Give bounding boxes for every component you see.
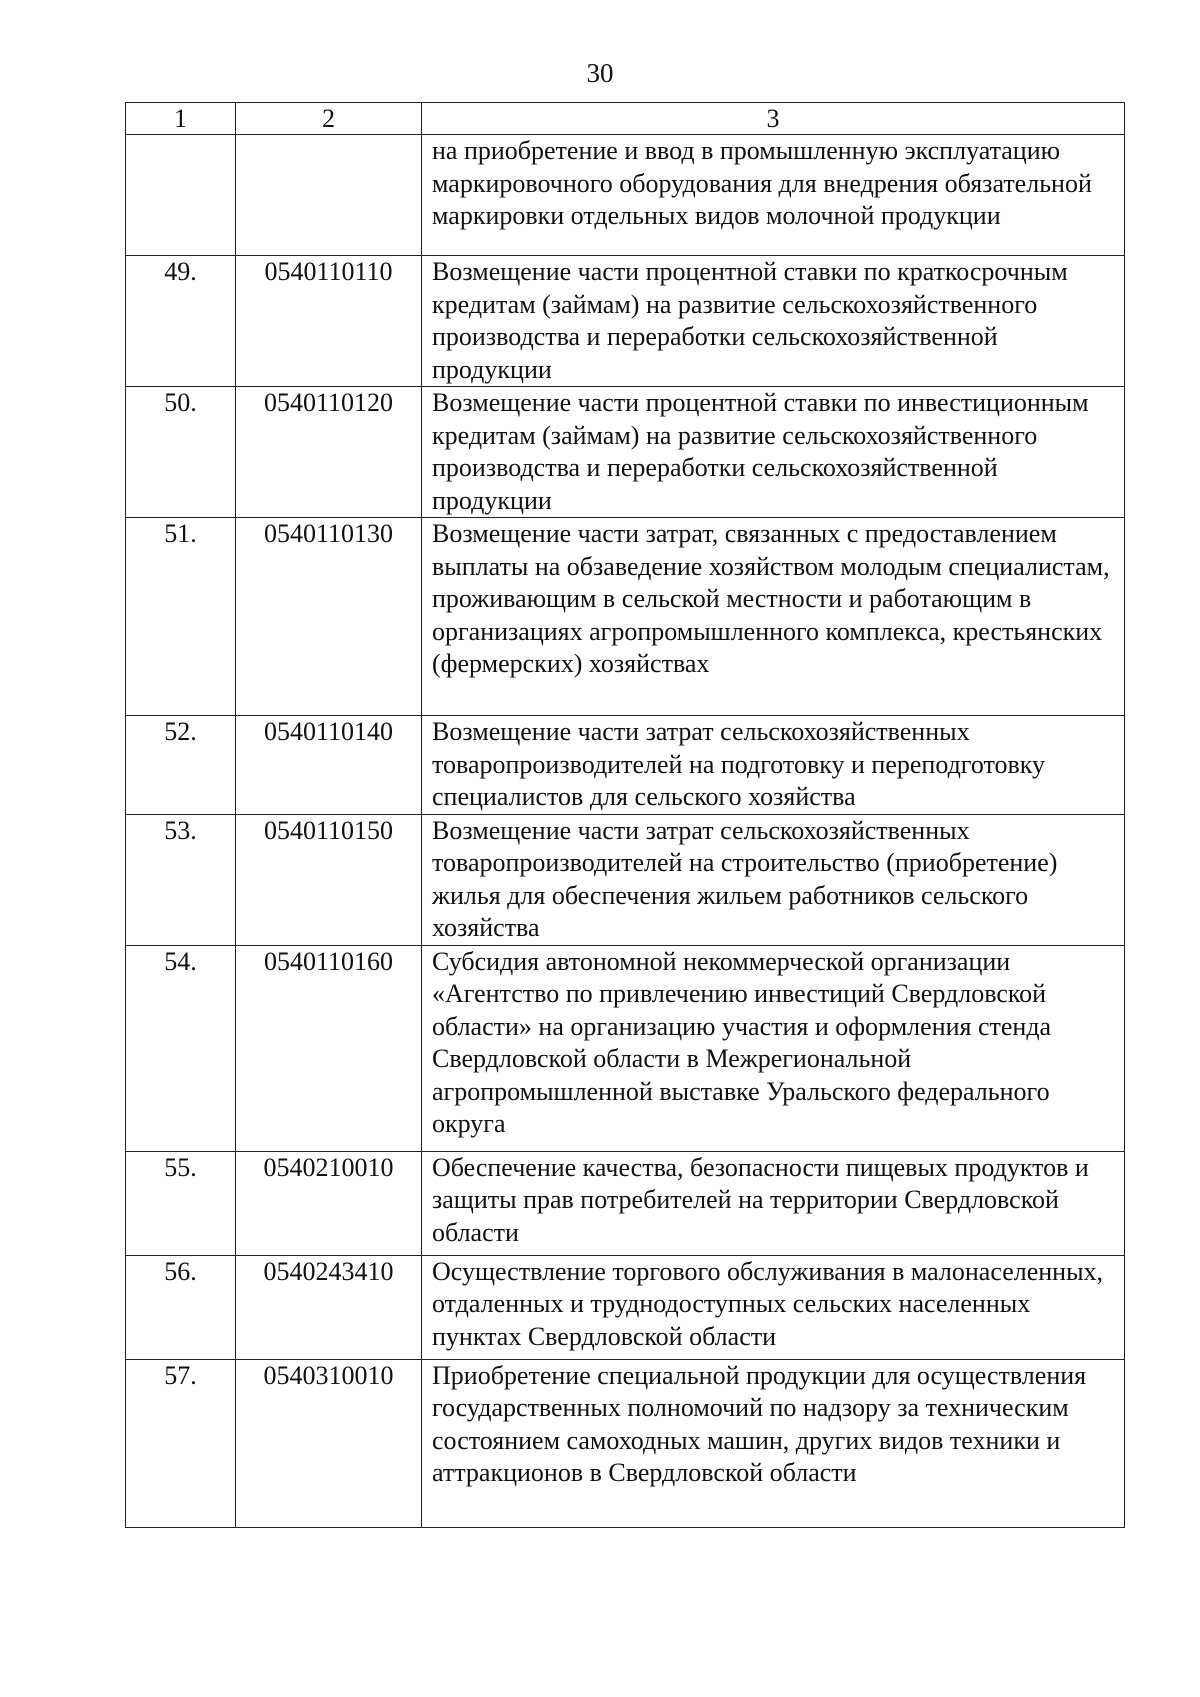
row-code: 0540310010	[236, 1359, 422, 1527]
table-row	[126, 387, 1125, 518]
row-description: Субсидия автономной некоммерческой организации «Агентство по привлечению инвестиций Свердловской области» на организацию участия и оформления стенда Свердловской области в Межрегиональной агропромышленной выставке Уральского федерального округа	[422, 945, 1125, 1151]
row-description: на приобретение и ввод в промышленную эксплуатацию маркировочного оборудования для внедрения обязательной маркировки отдельных видов молочной продукции	[422, 135, 1125, 256]
row-code: 0540110130	[236, 518, 422, 716]
row-number: 51.	[126, 518, 236, 716]
row-number: 53.	[126, 814, 236, 945]
row-number: 55.	[126, 1151, 236, 1255]
row-description: Осуществление торгового обслуживания в малонаселенных, отдаленных и труднодоступных сельских населенных пунктах Свердловской области	[422, 1255, 1125, 1359]
row-number: 54.	[126, 945, 236, 1151]
row-code: 0540110120	[236, 387, 422, 518]
row-description: Возмещение части затрат, связанных с предоставлением выплаты на обзаведение хозяйством молодым специалистам, проживающим в сельской местности и работающим в организациях агропромышленного комплекса, крестьянских (фермерских) хозяйствах	[422, 518, 1125, 716]
row-description: Приобретение специальной продукции для осуществления государственных полномочий по надзору за техническим состоянием самоходных машин, других видов техники и аттракционов в Свердловской области	[422, 1359, 1125, 1527]
row-number: 56.	[126, 1255, 236, 1359]
table-row	[126, 1255, 1125, 1359]
table-row	[126, 1151, 1125, 1255]
row-description: Возмещение части затрат сельскохозяйственных товаропроизводителей на подготовку и переподготовку специалистов для сельского хозяйства	[422, 716, 1125, 815]
page-number: 30	[586, 58, 614, 88]
row-code: 0540110160	[236, 945, 422, 1151]
table-row	[126, 716, 1125, 815]
row-code: 0540110140	[236, 716, 422, 815]
table-row	[126, 256, 1125, 387]
table-row	[126, 518, 1125, 716]
table-row	[126, 135, 1125, 256]
table-row	[126, 1359, 1125, 1527]
row-code: 0540243410	[236, 1255, 422, 1359]
table-row	[126, 814, 1125, 945]
row-number: 50.	[126, 387, 236, 518]
row-description: Возмещение части процентной ставки по краткосрочным кредитам (займам) на развитие сельскохозяйственного производства и переработки сельскохозяйственной продукции	[422, 256, 1125, 387]
row-number: 52.	[126, 716, 236, 815]
row-code: 0540110110	[236, 256, 422, 387]
row-number	[126, 135, 236, 256]
row-code	[236, 135, 422, 256]
budget-classification-table	[125, 102, 1125, 1528]
row-code: 0540210010	[236, 1151, 422, 1255]
row-description: Возмещение части затрат сельскохозяйственных товаропроизводителей на строительство (приобретение) жилья для обеспечения жильем работников сельского хозяйства	[422, 814, 1125, 945]
column-header-code: 2	[236, 103, 422, 135]
row-description: Обеспечение качества, безопасности пищевых продуктов и защиты прав потребителей на территории Свердловской области	[422, 1151, 1125, 1255]
table-row	[126, 945, 1125, 1151]
row-number: 49.	[126, 256, 236, 387]
column-header-description: 3	[422, 103, 1125, 135]
row-number: 57.	[126, 1359, 236, 1527]
row-description: Возмещение части процентной ставки по инвестиционным кредитам (займам) на развитие сельскохозяйственного производства и переработки сельскохозяйственной продукции	[422, 387, 1125, 518]
row-code: 0540110150	[236, 814, 422, 945]
table-header-row	[126, 103, 1125, 135]
column-header-number: 1	[126, 103, 236, 135]
